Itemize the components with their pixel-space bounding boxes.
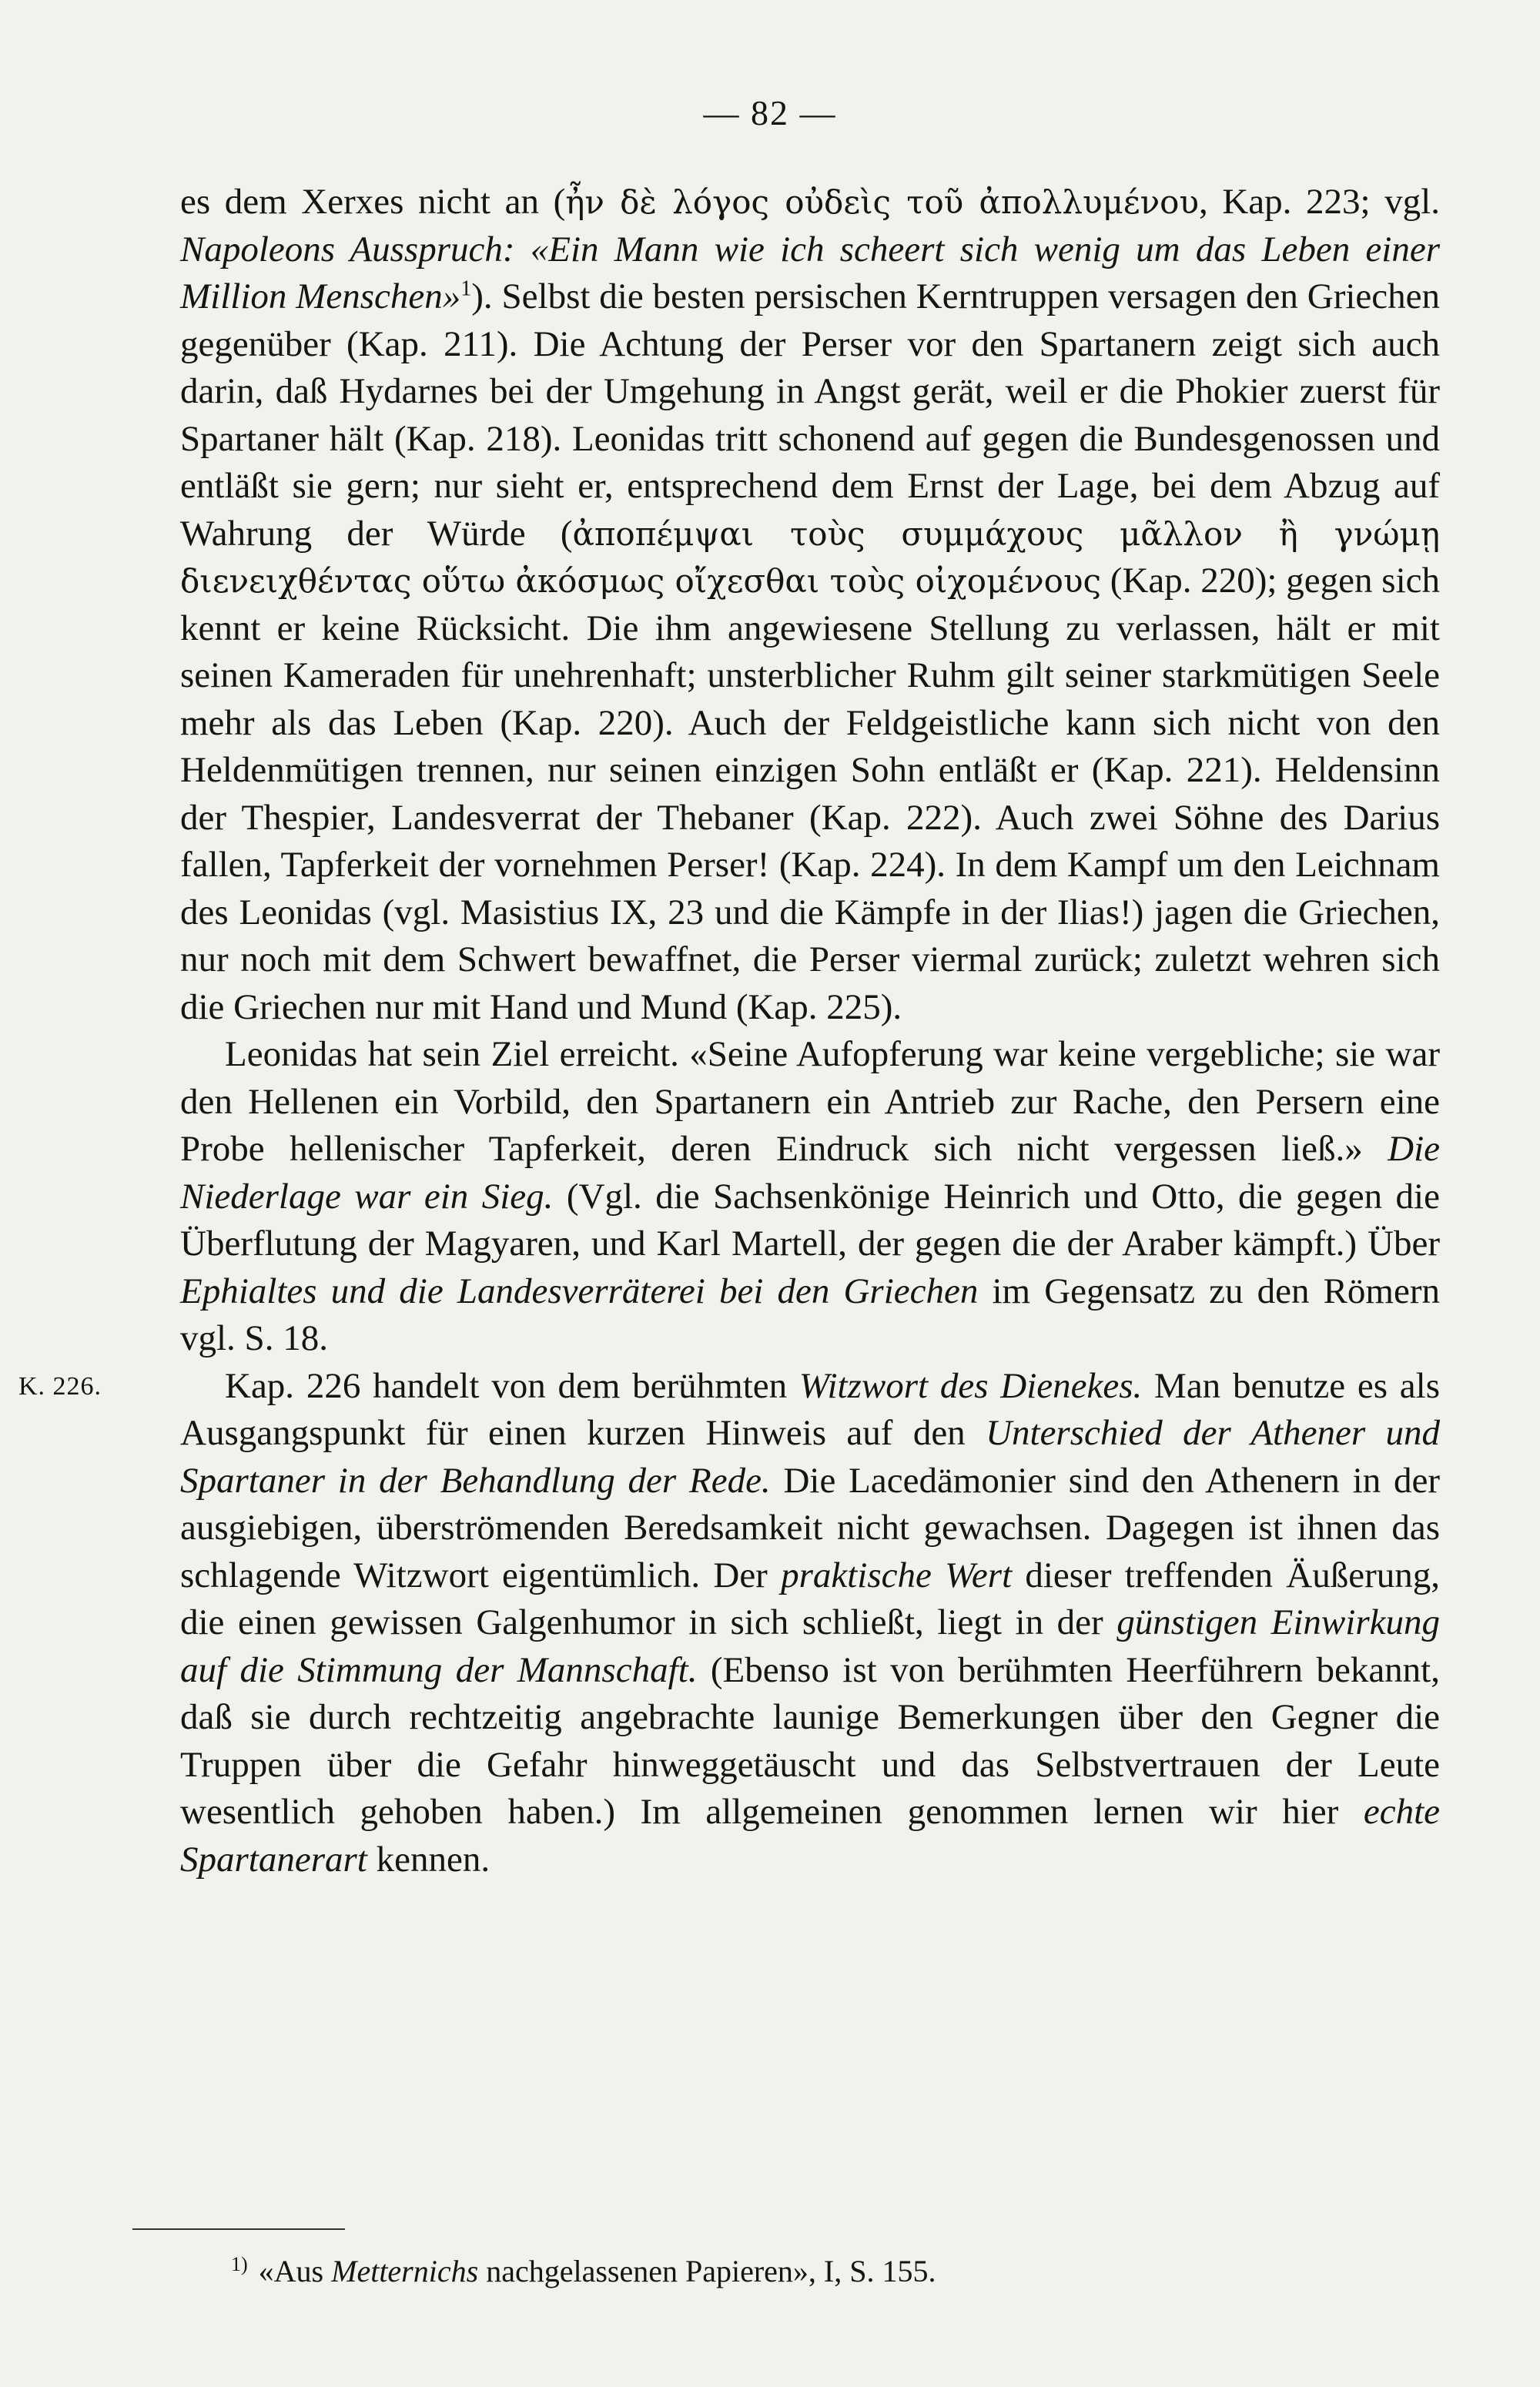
p3-text-2: Man benutze es als Ausgangspunkt für einen kurzen Hinweis auf den xyxy=(180,1365,1440,1453)
p2-italic-2: Ephialtes und die Landesverräterei bei den Griechen xyxy=(180,1270,979,1311)
p3-text-3: Die Lacedämonier sind den Athenern in der ausgiebigen, überströmenden Beredsamkeit nicht gewachsen. Dagegen ist ihnen das schlagende Witzwort eigentümlich. Der xyxy=(180,1460,1441,1595)
p3-italic-1: Witzwort des Dienekes. xyxy=(798,1365,1143,1406)
p3-text-1: Kap. 226 handelt von dem berühmten xyxy=(225,1365,799,1406)
p3-italic-5: echte Spartanerart xyxy=(180,1792,1440,1880)
p1-greek-quote-2: ἀποπέμψαι τοὺς συμμάχους μᾶλλον ἢ γνώμῃ διενειχθέντας οὕτω ἀκόσμως οἴχεσθαι τοὺς οἰχομένους xyxy=(180,514,1441,600)
p3-text-6: kennen. xyxy=(367,1839,490,1880)
footnote-marker: 1) xyxy=(231,2252,248,2275)
footnote-divider xyxy=(132,2228,345,2230)
paragraph-2 xyxy=(180,1031,1440,1363)
p3-italic-4: günstigen Einwirkung auf die Stimmung der Mannschaft. xyxy=(180,1602,1440,1690)
p1-text-3: ). Selbst die besten persischen Kerntruppen versagen den Griechen gegenüber (Kap. 211). Die Achtung der Perser vor den Spartanern zeigt sich auch darin, daß Hydarnes bei der Umgehung in Angst gerät, weil er die Phokier zuerst für Spartaner hält (Kap. 218). Leonidas tritt schonend auf gegen die Bundesgenossen und entläßt sie gern; nur sieht er, entsprechend dem Ernst der Lage, bei dem Abzug auf Wahrung der Würde ( xyxy=(180,276,1440,554)
p3-italic-3: praktische Wert xyxy=(781,1555,1013,1595)
p2-text-1: Leonidas hat sein Ziel erreicht. «Seine Aufopferung war keine vergebliche; sie war den Hellenen ein Vorbild, den Spartanern ein Antrieb zur Rache, den Persern eine Probe hellenischer Tapferkeit, deren Eindruck sich nicht vergessen ließ.» xyxy=(180,1034,1440,1169)
footnote-reference: 1 xyxy=(460,276,472,301)
p2-text-3: im Gegensatz zu den Römern vgl. S. 18. xyxy=(180,1270,1440,1358)
p1-text-1: es dem Xerxes nicht an ( xyxy=(180,182,566,222)
p1-text-2: , Kap. 223; vgl. xyxy=(1198,182,1440,222)
footnote-italic: Metternichs xyxy=(331,2254,479,2288)
body-text xyxy=(18,179,1441,1883)
margin-note-k226: K. 226. xyxy=(18,1371,102,1401)
p2-italic-1: Die Niederlage war ein Sieg. xyxy=(180,1129,1440,1217)
p3-italic-2: Unterschied der Athener und Spartaner in der Behandlung der Rede. xyxy=(180,1413,1440,1501)
p1-text-4: (Kap. 220); gegen sich kennt er keine Rücksicht. Die ihm angewiesene Stellung zu verlassen, hält er mit seinen Kameraden für unehrenhaft; unsterblicher Ruhm gilt seiner starkmütigen Seele mehr als das Leben (Kap. 220). Auch der Feldgeistliche kann sich nicht von den Heldenmütigen trennen, nur seinen einzigen Sohn entläßt er (Kap. 221). Heldensinn der Thespier, Landesverrat der Thebaner (Kap. 222). Auch zwei Söhne des Darius fallen, Tapferkeit der vornehmen Perser! (Kap. 224). In dem Kampf um den Leichnam des Leonidas (vgl. Masistius IX, 23 und die Kämpfe in der Ilias!) jagen die Griechen, nur noch mit dem Schwert bewaffnet, die Perser viermal zurück; zuletzt wehren sich die Griechen nur mit Hand und Mund (Kap. 225). xyxy=(180,561,1440,1027)
page-number: — 82 — xyxy=(703,93,837,132)
footnote-text-1: «Aus xyxy=(258,2254,332,2288)
footnote xyxy=(231,2250,936,2293)
p3-text-5: (Ebenso ist von berühmten Heerführern bekannt, daß sie durch rechtzeitig angebrachte launige Bemerkungen über den Gegner die Truppen über die Gefahr hinweggetäuscht und das Selbstvertrauen der Leute wesentlich gehoben haben.) Im allgemeinen genommen lernen wir hier xyxy=(180,1649,1440,1832)
p1-napoleon-quote: Napoleons Ausspruch: «Ein Mann wie ich scheert sich wenig um das Leben einer Million Menschen» xyxy=(180,229,1440,316)
paragraph-3 xyxy=(18,1363,1441,1884)
p2-text-2: (Vgl. die Sachsenkönige Heinrich und Otto, die gegen die Überflutung der Magyaren, und Karl Martell, der gegen die der Araber kämpft.) Über xyxy=(180,1176,1440,1264)
p1-greek-quote-1: ἦν δὲ λόγος οὐδεὶς τοῦ ἀπολλυμένου xyxy=(565,183,1199,221)
paragraph-1 xyxy=(180,179,1440,1031)
footnote-text-2: nachgelassenen Papieren», I, S. 155. xyxy=(478,2254,936,2288)
p3-text-4: dieser treffenden Äußerung, die einen gewissen Galgenhumor in sich schließt, liegt in der xyxy=(180,1555,1440,1642)
